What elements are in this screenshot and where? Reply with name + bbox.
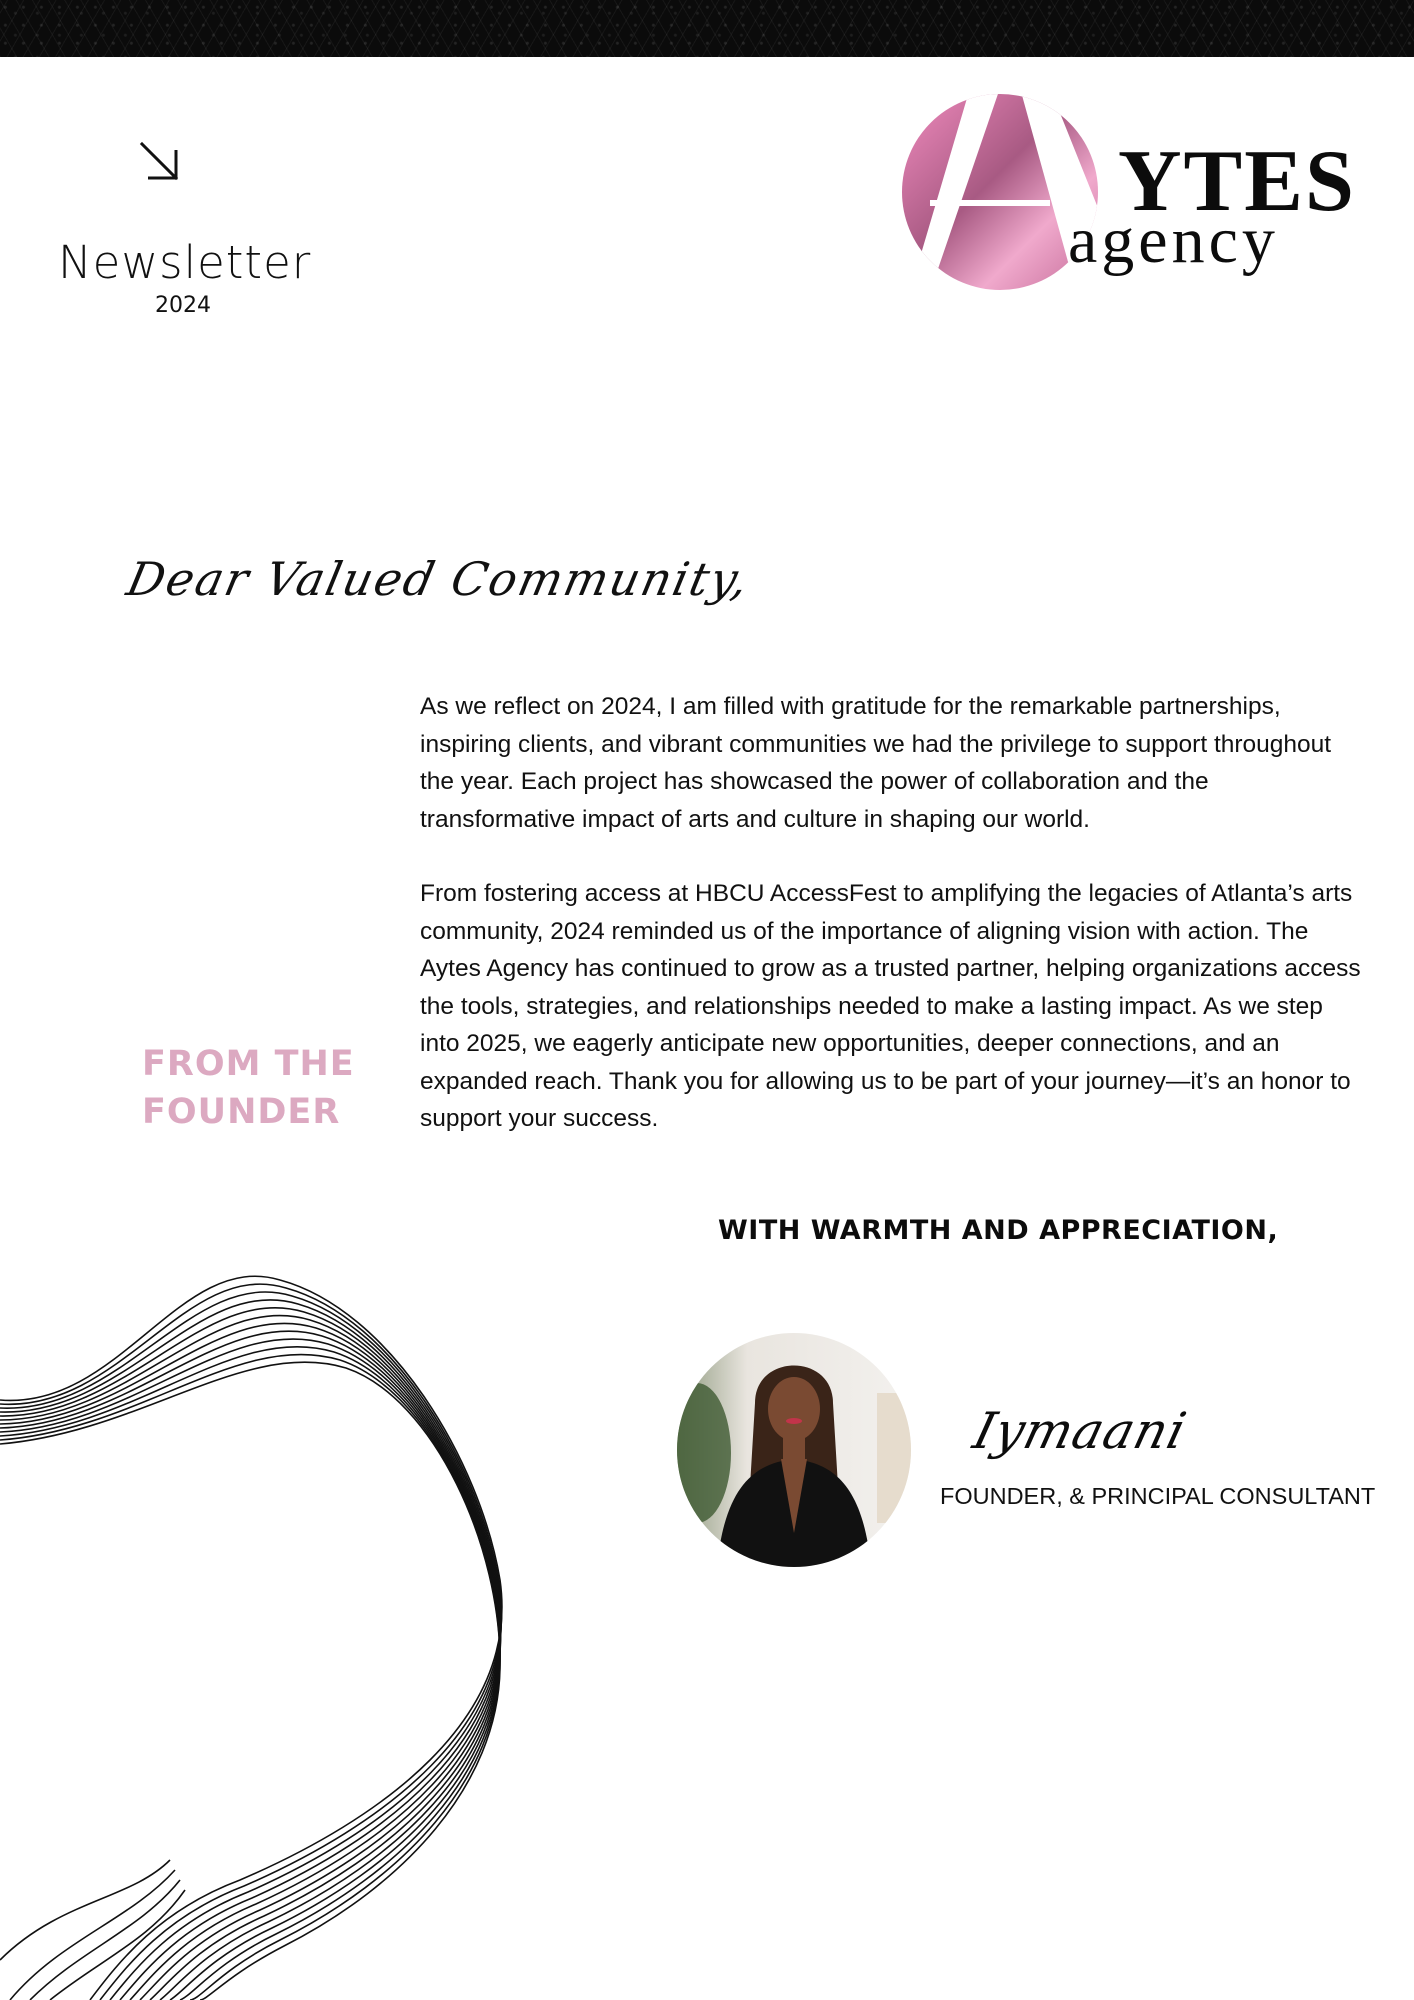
salutation: Dear Valued Community, (122, 552, 756, 606)
decorative-wave-lines (0, 1260, 530, 2000)
founder-avatar (677, 1333, 911, 1567)
from-the-founder-label (142, 1040, 402, 1136)
founder-label-line-1: FROM THE (142, 1044, 355, 1084)
closing-line: WITH WARMTH AND APPRECIATION, (718, 1215, 1279, 1246)
newsletter-year: 2024 (155, 293, 211, 318)
logo-word-ytes: YTES (1118, 133, 1356, 230)
founder-title: FOUNDER, & PRINCIPAL CONSULTANT (940, 1483, 1376, 1509)
top-pattern-band (0, 0, 1414, 57)
newsletter-title: Newsletter (58, 236, 312, 289)
founder-label-line-2: FOUNDER (142, 1092, 341, 1132)
letter-paragraph-1: As we reflect on 2024, I am filled with gratitude for the remarkable partnerships, inspiring clients, and vibrant communities we had the privilege to support throughout the year. Each project has showcased the power of collaboration and the transformative impact of arts and culture in shaping our world. (420, 693, 1332, 833)
letter-body (420, 688, 1365, 1175)
arrow-down-right-icon (138, 140, 182, 184)
founder-signature: Iymaani (967, 1402, 1193, 1460)
letter-paragraph-2: From fostering access at HBCU AccessFest to amplifying the legacies of Atlanta’s arts community, 2024 reminded us of the importance of aligning vision with action. The Aytes Agency has continued to grow as a trusted partner, helping organizations access the tools, strategies, and relationships needed to make a lasting impact. As we step into 2025, we eagerly anticipate new opportunities, deeper connections, and an expanded reach. Thank you for allowing us to be part of your journey—it’s an honor to support your success. (420, 880, 1361, 1132)
logo-word-agency: agency (1068, 204, 1279, 277)
